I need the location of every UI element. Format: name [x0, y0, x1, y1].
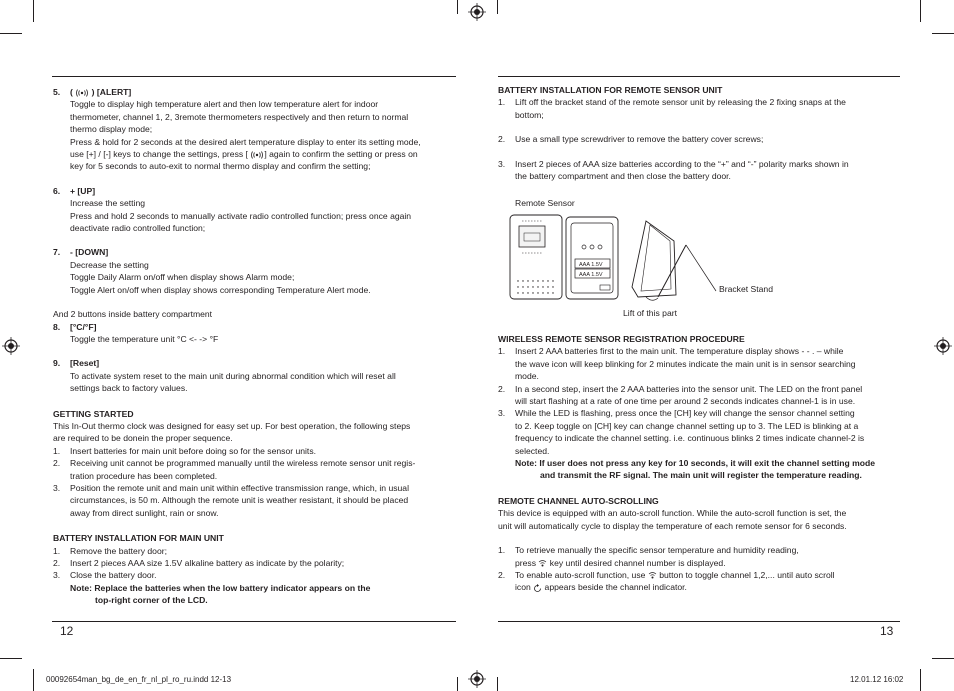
text-line: To activate system reset to the main unit during abnormal condition which will reset all	[70, 370, 396, 381]
text-line: Lift off the bracket stand of the remote sensor unit by releasing the 2 fixing snaps at the	[515, 97, 846, 108]
item-number: 3.	[498, 408, 506, 419]
text-line: In a second step, insert the 2 AAA batteries into the sensor unit. The LED on the front panel	[515, 383, 863, 394]
crop-mark	[920, 0, 921, 22]
list-item	[498, 383, 903, 395]
battery-label: AAA 1.5V	[579, 272, 603, 278]
remote-sensor-illustration	[508, 213, 722, 301]
text-line: And 2 buttons inside battery compartment	[53, 309, 213, 320]
crop-mark	[497, 677, 498, 691]
text-line: This device is equipped with an auto-scroll function. While the auto-scroll function is set, the	[498, 508, 847, 519]
list-item	[53, 569, 458, 581]
page-number-right: 13	[880, 624, 894, 638]
text-span: use [+] / [-] keys to change the settings, press [	[70, 149, 248, 160]
text-line: selected.	[515, 445, 550, 456]
crop-mark	[932, 33, 954, 34]
item-number: 2.	[498, 569, 506, 580]
list-item	[53, 557, 458, 569]
text-line: Close the battery door.	[70, 570, 157, 581]
item-number: 1.	[498, 346, 506, 357]
alert-wave-icon	[75, 89, 89, 97]
list-item	[53, 482, 458, 494]
list-item	[53, 545, 458, 557]
section-heading: BATTERY INSTALLATION FOR MAIN UNIT	[53, 533, 224, 544]
registration-mark-icon	[468, 670, 486, 688]
text-line: unit will automatically cycle to display the temperature of each remote sensor for 6 seconds.	[498, 520, 847, 531]
note-line: Note: If user does not press any key for 10 seconds, it will exit the channel setting mode	[515, 458, 876, 469]
item-number: 7.	[53, 247, 61, 258]
bottom-rule-left	[52, 621, 456, 622]
note-line: top-right corner of the LCD.	[95, 595, 208, 606]
list-item-up	[53, 185, 458, 197]
registration-mark-icon	[2, 337, 20, 355]
text-line: are required to be donein the proper sequence.	[53, 433, 233, 444]
list-item	[498, 345, 903, 357]
crop-mark	[932, 658, 954, 659]
list-item	[498, 158, 903, 170]
list-item	[53, 457, 458, 469]
list-item-alert: 5. ( ) [ALERT]	[53, 87, 132, 97]
crop-mark	[33, 669, 34, 691]
crop-mark	[920, 669, 921, 691]
text-line: Decrease the setting	[70, 259, 149, 270]
page-number-left: 12	[60, 624, 74, 638]
text-line: Insert 2 AAA batteries first to the main unit. The temperature display shows - - . – while	[515, 346, 844, 357]
top-rule-right	[498, 76, 900, 77]
text-line: the wave icon will keep blinking for 2 minutes indicate the main unit is in sensor searching	[515, 358, 856, 369]
note-line: Note: Replace the batteries when the low battery indicator appears on the	[70, 582, 371, 593]
text-line: Increase the setting	[70, 198, 146, 209]
text-line: to 2. Keep toggle on [CH] key can change channel setting up to 3. The LED is blinking at a	[515, 420, 859, 431]
text-line	[53, 148, 458, 160]
text-line: bottom;	[515, 109, 544, 120]
item-number: 8.	[53, 321, 61, 332]
channel-key-icon	[648, 571, 657, 580]
text-line	[498, 557, 903, 569]
text-span: icon	[515, 582, 531, 593]
item-number: 2.	[498, 134, 506, 145]
list-item	[53, 445, 458, 457]
bottom-rule-right	[498, 621, 900, 622]
alert-wave-icon	[250, 151, 264, 159]
right-column	[498, 84, 903, 182]
left-column	[53, 86, 458, 607]
registration-mark-icon	[934, 337, 952, 355]
item-number: 2.	[53, 458, 61, 469]
crop-mark	[0, 658, 22, 659]
section-heading: GETTING STARTED	[53, 408, 134, 419]
list-item-reset	[53, 357, 458, 369]
bracket-stand-label: Bracket Stand	[719, 284, 773, 294]
text-line: Remove the battery door;	[70, 545, 167, 556]
crop-mark	[33, 0, 34, 22]
text-span: press	[515, 557, 537, 568]
list-item	[498, 96, 903, 108]
item-number: 9.	[53, 358, 61, 369]
text-line: frequency to indicate the channel setting. i.e. continuous blinks 2 times indicate channel-2 is	[515, 433, 865, 444]
battery-label: AAA 1.5V	[579, 262, 603, 268]
item-number: 1.	[498, 545, 506, 556]
section-heading: WIRELESS REMOTE SENSOR REGISTRATION PROCEDURE	[498, 334, 745, 344]
section-heading: BATTERY INSTALLATION FOR REMOTE SENSOR UNIT	[498, 85, 723, 95]
text-line: Receiving unit cannot be programmed manually until the wireless remote sensor unit regis-	[70, 458, 416, 469]
item-number: 6.	[53, 185, 61, 196]
text-line: deactivate radio controlled function;	[70, 223, 206, 234]
text-line: tration procedure has been completed.	[70, 470, 218, 481]
crop-mark	[497, 0, 498, 14]
item-number: 3.	[53, 570, 61, 581]
item-number: 2.	[498, 383, 506, 394]
auto-scroll-icon	[533, 584, 542, 593]
text-line: circumstances, is 50 m. Although the remote unit is weather resistant, it should be placed	[70, 495, 409, 506]
list-item	[498, 544, 903, 556]
text-line: Press and hold 2 seconds to manually activate radio controlled function; press once again	[70, 210, 412, 221]
text-line: This In-Out thermo clock was designed for easy set up. For best operation, the following steps	[53, 420, 411, 431]
note-line: and transmit the RF signal. The main unit will register the temperature reading.	[540, 470, 862, 481]
text-line: will start flashing at a rate of one time per around 2 seconds indicates channel-1 is in use.	[515, 396, 856, 407]
text-line	[498, 581, 903, 593]
text-line: Position the remote unit and main unit within effective transmission range, which, in usual	[70, 482, 409, 493]
list-item	[498, 133, 903, 145]
list-item-unit	[53, 321, 458, 333]
footer-date: 12.01.12 16:02	[850, 675, 904, 684]
footer-filename: 00092654man_bg_de_en_fr_nl_pl_ro_ru.indd 12-13	[46, 675, 232, 684]
lift-part-label: Lift of this part	[623, 308, 677, 318]
alert-title: [ALERT]	[96, 87, 132, 97]
text-span: key until desired channel number is displayed.	[549, 557, 726, 568]
item-title: - [DOWN]	[70, 247, 109, 258]
item-number: 5.	[53, 87, 61, 97]
remote-sensor-label: Remote Sensor	[515, 198, 575, 208]
text-span: ] again to confirm the setting or press on	[264, 149, 418, 160]
text-line: Insert batteries for main unit before doing so for the sensor units.	[70, 445, 317, 456]
text-line: thermo display mode;	[70, 124, 153, 135]
item-title: + [UP]	[70, 185, 96, 196]
list-item	[498, 569, 903, 581]
item-title: [Reset]	[70, 358, 100, 369]
crop-mark	[457, 677, 458, 691]
channel-key-icon	[538, 559, 547, 568]
text-line: Toggle the temperature unit °C <- -> °F	[70, 333, 219, 344]
text-span: button to toggle channel 1,2,... until auto scroll	[659, 569, 835, 580]
text-line: key for 5 seconds to auto-exit to normal thermo display and confirm the setting;	[70, 161, 371, 172]
text-line: Insert 2 pieces of AAA size batteries according to the “+” and “-” polarity marks shown in	[515, 158, 849, 169]
list-item	[498, 407, 903, 419]
text-line: mode.	[515, 371, 539, 382]
text-line: Toggle Alert on/off when display shows corresponding Temperature Alert mode.	[70, 284, 371, 295]
crop-mark	[457, 0, 458, 14]
text-line: Use a small type screwdriver to remove the battery cover screws;	[515, 134, 764, 145]
text-line: Press & hold for 2 seconds at the desired alert temperature display to enter its setting mode,	[70, 136, 421, 147]
list-item-down	[53, 246, 458, 258]
item-number: 1.	[53, 545, 61, 556]
item-number: 3.	[498, 158, 506, 169]
top-rule-left	[52, 76, 456, 77]
registration-mark-icon	[468, 3, 486, 21]
text-line: the battery compartment and then close the battery door.	[515, 171, 731, 182]
text-line: Toggle to display high temperature alert and then low temperature alert for indoor	[70, 99, 379, 110]
item-number: 2.	[53, 558, 61, 568]
item-number: 1.	[53, 445, 61, 456]
text-line: settings back to factory values.	[70, 383, 188, 394]
text-line: To retrieve manually the specific sensor temperature and humidity reading,	[515, 545, 799, 556]
crop-mark	[0, 33, 22, 34]
text-span: To enable auto-scroll function, use	[515, 569, 646, 580]
text-line: Toggle Daily Alarm on/off when display shows Alarm mode;	[70, 272, 295, 283]
text-line: thermometer, channel 1, 2, 3remote thermometers respectively and then return to normal	[70, 111, 409, 122]
text-line: Insert 2 pieces AAA size 1.5V alkaline battery as indicate by the polarity;	[70, 558, 345, 568]
text-span: appears beside the channel indicator.	[544, 582, 687, 593]
item-number: 3.	[53, 482, 61, 493]
text-line: While the LED is flashing, press once the [CH] key will change the sensor channel setting	[515, 408, 855, 419]
right-column-lower	[498, 333, 903, 594]
text-line: away from direct sunlight, rain or snow.	[70, 507, 219, 518]
item-number: 1.	[498, 97, 506, 108]
item-title: [°C/°F]	[70, 321, 97, 332]
section-heading: REMOTE CHANNEL AUTO-SCROLLING	[498, 495, 659, 506]
